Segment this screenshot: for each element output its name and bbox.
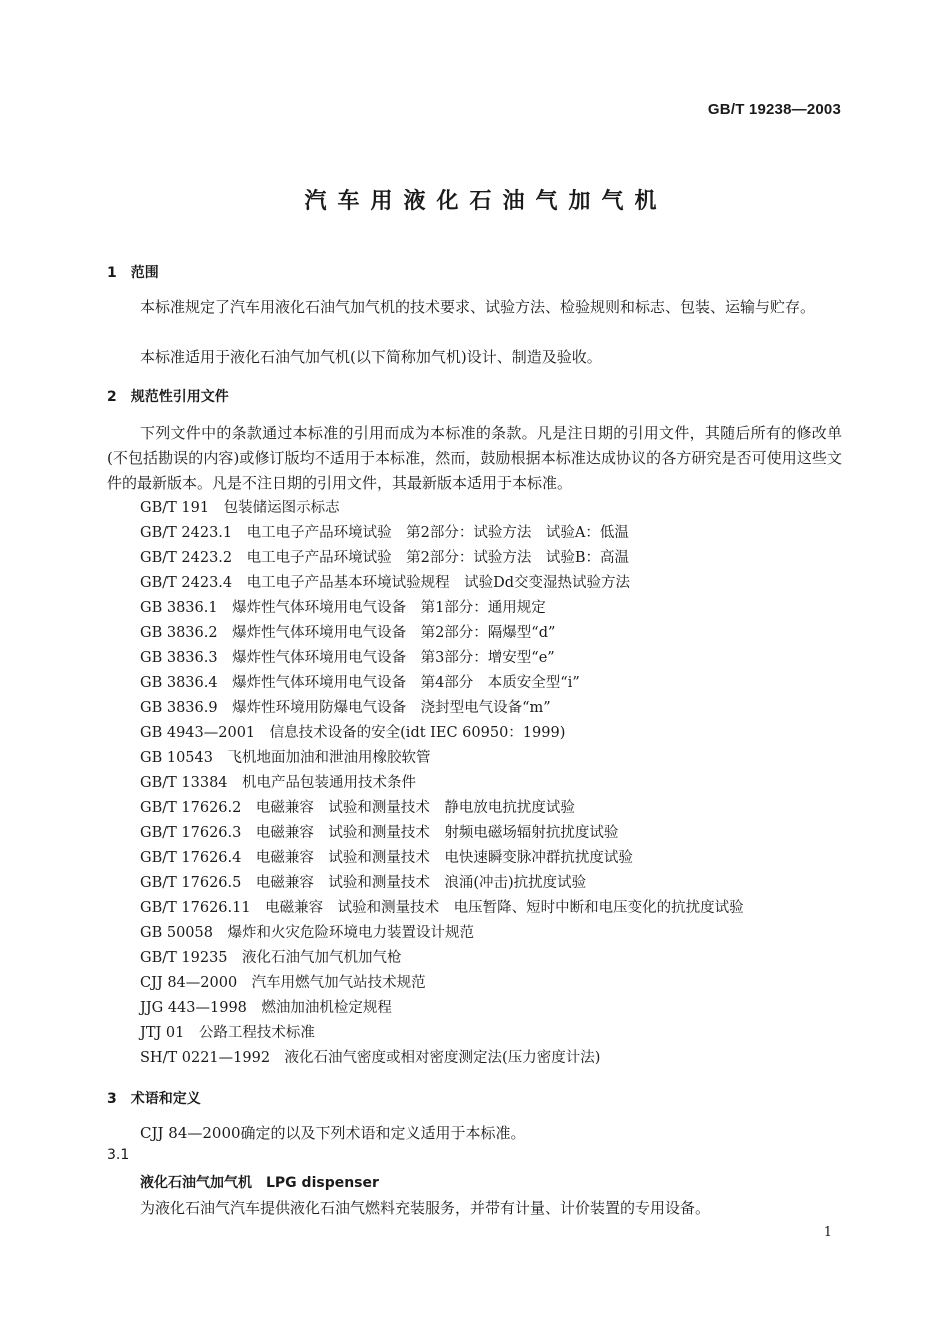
reference-item: GB/T 13384 机电产品包装通用技术条件 — [140, 775, 417, 791]
reference-item: GB 3836.1 爆炸性气体环境用电气设备 第1部分：通用规定 — [140, 600, 546, 616]
reference-item: GB/T 17626.2 电磁兼容 试验和测量技术 静电放电抗扰度试验 — [140, 800, 575, 816]
reference-item: GB 4943—2001 信息技术设备的安全(idt IEC 60950：1999) — [140, 725, 566, 741]
reference-item: CJJ 84—2000 汽车用燃气加气站技术规范 — [140, 975, 426, 991]
reference-item: SH/T 0221—1992 液化石油气密度或相对密度测定法(压力密度计法) — [140, 1050, 601, 1066]
clause-number: 3.1 — [107, 1147, 130, 1163]
section-3-intro: CJJ 84—2000确定的以及下列术语和定义适用于本标准。 — [140, 1124, 526, 1142]
reference-item: GB/T 2423.4 电工电子产品基本环境试验规程 试验Dd交变湿热试验方法 — [140, 575, 631, 591]
reference-item: GB/T 17626.11 电磁兼容 试验和测量技术 电压暂降、短时中断和电压变化的抗扰度试验 — [140, 900, 744, 916]
section-1-paragraph-1: 本标准规定了汽车用液化石油气加气机的技术要求、试验方法、检验规则和标志、包装、运输与贮存。 — [140, 298, 816, 316]
reference-item: GB 3836.3 爆炸性气体环境用电气设备 第3部分：增安型“e” — [140, 650, 555, 666]
reference-item: GB 50058 爆炸和火灾危险环境电力装置设计规范 — [140, 925, 474, 941]
section-2-heading: 2 规范性引用文件 — [107, 389, 229, 405]
reference-item: GB 10543 飞机地面加油和泄油用橡胶软管 — [140, 750, 431, 766]
reference-item: GB/T 2423.2 电工电子产品环境试验 第2部分：试验方法 试验B：高温 — [140, 550, 630, 566]
section-2-intro: 下列文件中的条款通过本标准的引用而成为本标准的条款。凡是注日期的引用文件，其随后所有的修改单(不包括勘误的内容)或修订版均不适用于本标准，然而，鼓励根据本标准达成协议的各方研究是否可使用这些文件的最新版本。凡是不注日期的引用文件，其最新版本适用于本标准。 — [107, 424, 842, 492]
reference-item: GB/T 2423.1 电工电子产品环境试验 第2部分：试验方法 试验A：低温 — [140, 525, 629, 541]
page-number: 1 — [823, 1225, 832, 1240]
section-1-heading: 1 范围 — [107, 265, 159, 281]
reference-item: GB/T 17626.4 电磁兼容 试验和测量技术 电快速瞬变脉冲群抗扰度试验 — [140, 850, 633, 866]
reference-item: GB/T 17626.3 电磁兼容 试验和测量技术 射频电磁场辐射抗扰度试验 — [140, 825, 619, 841]
term-heading: 液化石油气加气机 LPG dispenser — [140, 1175, 379, 1191]
section-3-heading: 3 术语和定义 — [107, 1091, 201, 1107]
reference-list — [140, 496, 744, 1071]
section-1-paragraph-2: 本标准适用于液化石油气加气机(以下简称加气机)设计、制造及验收。 — [140, 348, 602, 366]
reference-item: GB 3836.2 爆炸性气体环境用电气设备 第2部分：隔爆型“d” — [140, 625, 556, 641]
document-title: 汽车用液化石油气加气机 — [304, 189, 668, 214]
reference-item: GB/T 17626.5 电磁兼容 试验和测量技术 浪涌(冲击)抗扰度试验 — [140, 875, 587, 891]
reference-item: JTJ 01 公路工程技术标准 — [140, 1025, 315, 1041]
reference-item: GB 3836.4 爆炸性气体环境用电气设备 第4部分 本质安全型“i” — [140, 675, 580, 691]
standard-code: GB/T 19238—2003 — [707, 101, 841, 118]
reference-item: GB/T 191 包装储运图示标志 — [140, 500, 340, 516]
reference-item: JJG 443—1998 燃油加油机检定规程 — [140, 1000, 392, 1016]
reference-item: GB/T 19235 液化石油气加气机加气枪 — [140, 950, 402, 966]
term-definition: 为液化石油气汽车提供液化石油气燃料充装服务，并带有计量、计价装置的专用设备。 — [140, 1199, 711, 1217]
reference-item: GB 3836.9 爆炸性环境用防爆电气设备 浇封型电气设备“m” — [140, 700, 551, 716]
